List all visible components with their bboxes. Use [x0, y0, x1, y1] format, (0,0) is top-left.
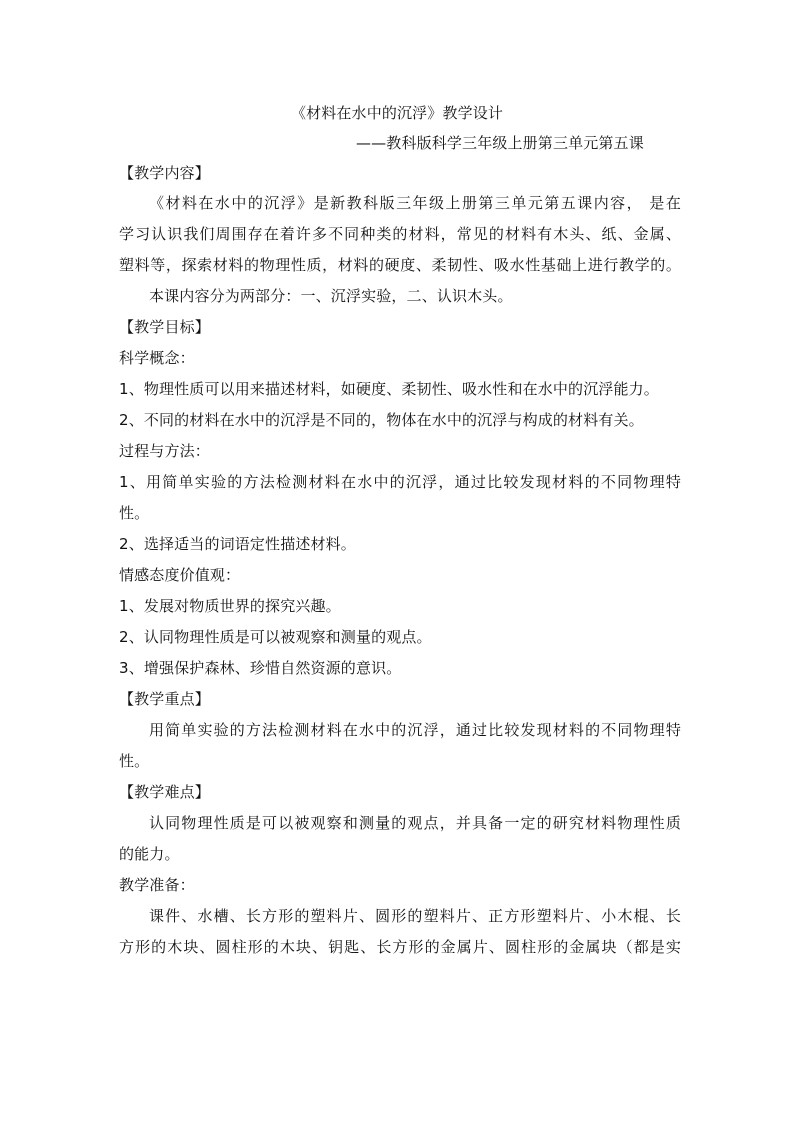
process-method-line-3: 2、选择适当的词语定性描述材料。: [119, 535, 356, 553]
teaching-goals-heading: 【教学目标】: [119, 318, 210, 336]
teaching-content-heading: 【教学内容】: [119, 164, 210, 182]
teaching-difficulties-heading: 【教学难点】: [119, 783, 210, 801]
content-paragraph-line-3: 塑料等，探索材料的物理性质，材料的硬度、柔韧性、吸水性基础上进行教学的。: [119, 256, 681, 274]
key-points-line-2: 性。: [119, 752, 150, 770]
process-method-label: 过程与方法：: [119, 442, 210, 460]
preparation-line-2: 方形的木块、圆柱形的木块、钥匙、长方形的金属片、圆柱形的金属块（都是实: [119, 938, 681, 956]
emotion-values-item-3: 3、增强保护森林、珍惜自然资源的意识。: [119, 659, 402, 677]
teaching-preparation-label: 教学准备：: [119, 876, 195, 894]
content-paragraph-line-1: 《材料在水中的沉浮》是新教科版三年级上册第三单元第五课内容， 是在: [149, 194, 681, 212]
science-concept-item-2: 2、不同的材料在水中的沉浮是不同的，物体在水中的沉浮与构成的材料有关。: [119, 411, 644, 429]
difficulties-line-2: 的能力。: [119, 845, 180, 863]
content-paragraph-line-4: 本课内容分为两部分：一、沉浮实验，二、认识木头。: [149, 287, 513, 305]
science-concept-label: 科学概念：: [119, 349, 195, 367]
preparation-line-1: 课件、水槽、长方形的塑料片、圆形的塑料片、正方形塑料片、小木棍、长: [149, 907, 681, 925]
document-subtitle: ——教科版科学三年级上册第三单元第五课: [356, 134, 644, 152]
document-title: 《材料在水中的沉浮》教学设计: [290, 104, 504, 122]
process-method-line-1: 1、用简单实验的方法检测材料在水中的沉浮，通过比较发现材料的不同物理特: [119, 473, 681, 491]
emotion-values-item-2: 2、认同物理性质是可以被观察和测量的观点。: [119, 628, 432, 646]
key-points-line-1: 用简单实验的方法检测材料在水中的沉浮，通过比较发现材料的不同物理特: [149, 721, 681, 739]
emotion-values-label: 情感态度价值观：: [119, 566, 241, 584]
science-concept-item-1: 1、物理性质可以用来描述材料，如硬度、柔韧性、吸水性和在水中的沉浮能力。: [119, 380, 659, 398]
teaching-key-points-heading: 【教学重点】: [119, 690, 210, 708]
content-paragraph-line-2: 学习认识我们周围存在着许多不同种类的材料，常见的材料有木头、纸、金属、: [119, 225, 681, 243]
difficulties-line-1: 认同物理性质是可以被观察和测量的观点，并具备一定的研究材料物理性质: [149, 814, 681, 832]
emotion-values-item-1: 1、发展对物质世界的探究兴趣。: [119, 597, 341, 615]
process-method-line-2: 性。: [119, 504, 150, 522]
